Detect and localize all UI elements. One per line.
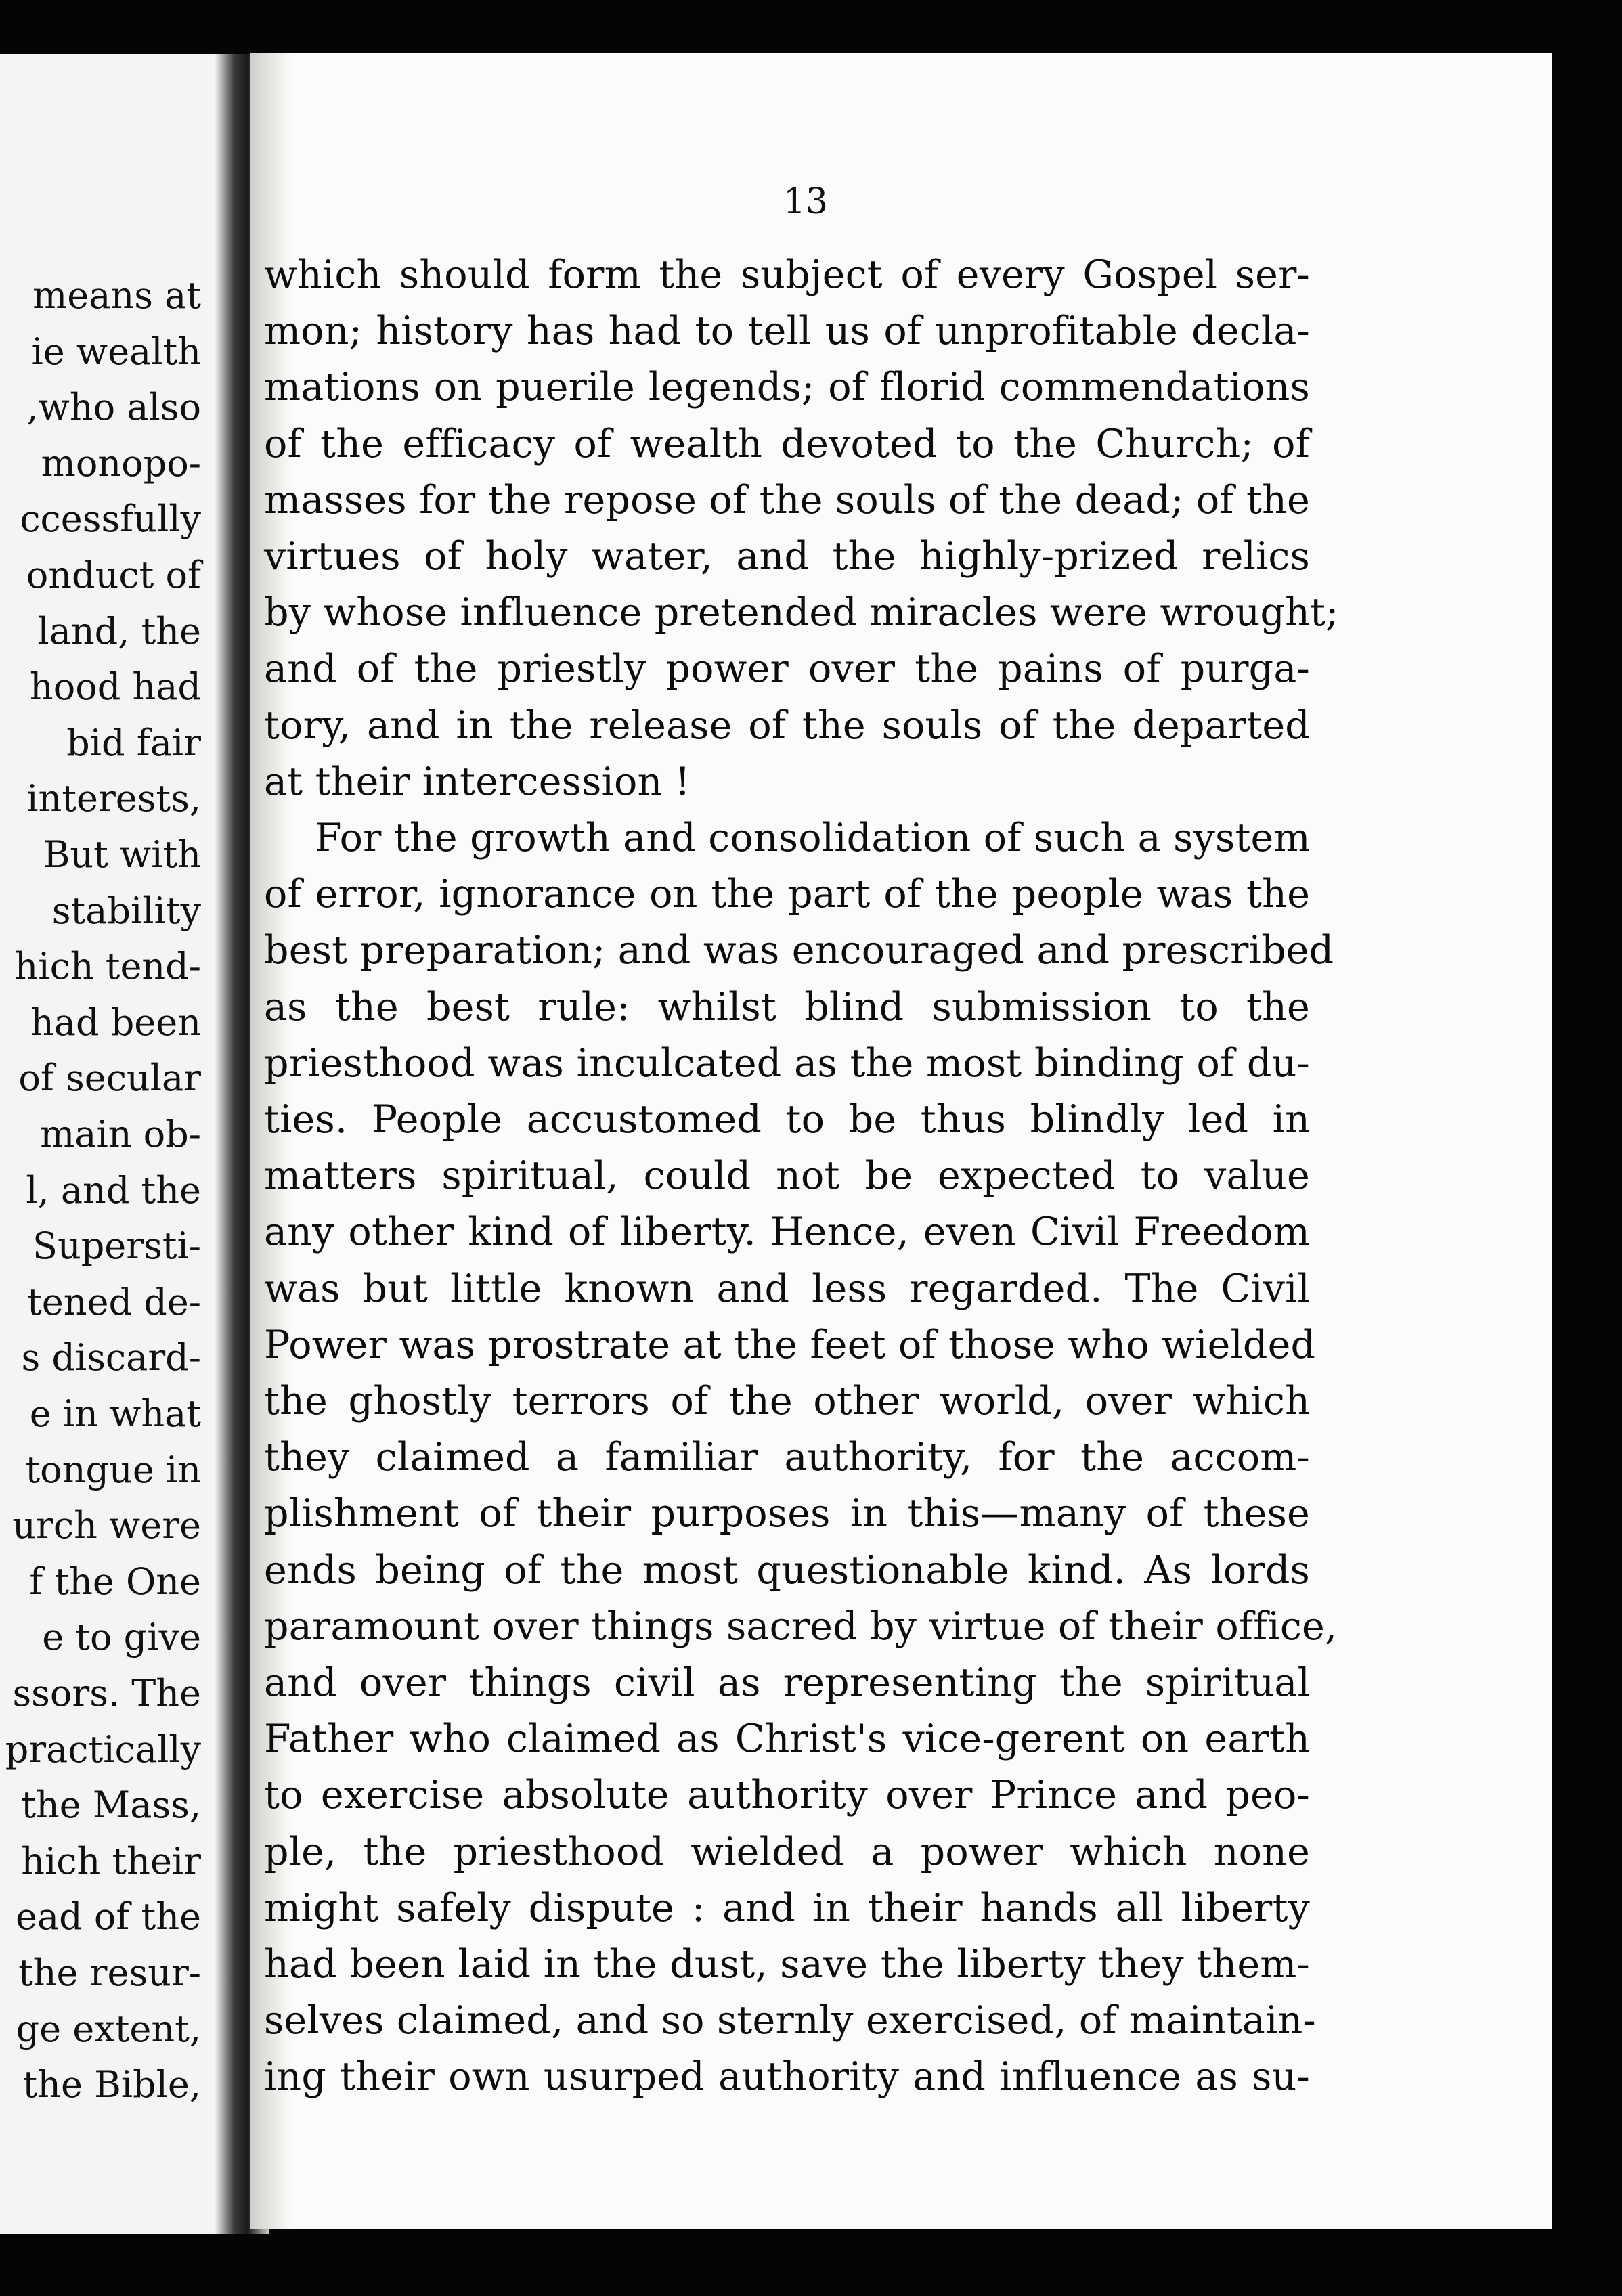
body-text-line: they claimed a familiar authority, for the accom- (264, 1435, 1310, 1480)
left-page-line: the Mass, (21, 1784, 201, 1827)
left-page-line: s discard- (21, 1336, 201, 1379)
body-text-line: masses for the repose of the souls of the dead; of the (264, 477, 1310, 523)
body-text-line: ing their own usurped authority and influence as su- (264, 2054, 1310, 2100)
body-text-line: mon; history has had to tell us of unprofitable decla- (264, 309, 1310, 354)
left-page-line: main ob- (40, 1113, 201, 1155)
body-text-line: at their intercession ! (264, 759, 691, 804)
left-page-line: ssors. The (12, 1672, 201, 1715)
left-page-line: of secular (18, 1057, 201, 1100)
body-text-line: tory, and in the release of the souls of the departed (264, 703, 1310, 748)
left-page-line: hood had (29, 665, 201, 709)
left-page-line: hich tend- (14, 945, 201, 988)
body-text-line: mations on puerile legends; of florid commendations (264, 365, 1310, 410)
left-page-line: stability (51, 889, 201, 932)
left-page-line: But with (43, 833, 201, 876)
left-page-line: ccessfully (20, 498, 201, 541)
body-text-line: matters spiritual, could not be expected to value (264, 1153, 1310, 1199)
left-page-line: means at (32, 274, 201, 317)
left-page-line: monopo- (41, 441, 201, 485)
left-page-line: bid fair (66, 721, 201, 764)
body-text-line: ties. People accustomed to be thus blindly led in (264, 1097, 1310, 1142)
left-page-line: practically (5, 1727, 201, 1771)
left-page-line: the Bible, (22, 2063, 201, 2106)
page-number: 13 (783, 181, 829, 222)
body-text-line: any other kind of liberty. Hence, even Civil Freedom (264, 1210, 1310, 1255)
body-text-line: selves claimed, and so sternly exercised, of maintain- (264, 1998, 1316, 2044)
body-text-line: the ghostly terrors of the other world, over which (264, 1379, 1310, 1423)
body-text-line: which should form the subject of every Gospel ser- (264, 252, 1310, 297)
left-page-fragment (0, 54, 234, 2234)
left-page-line: interests, (26, 777, 201, 820)
left-page-line: e to give (42, 1616, 201, 1659)
left-page-line: ie wealth (31, 330, 201, 373)
body-text-line: and of the priestly power over the pains of purga- (264, 646, 1310, 692)
left-page-line: ,who also (26, 386, 201, 429)
body-text-line: had been laid in the dust, save the liberty they them- (264, 1942, 1310, 1987)
body-text-line: For the growth and consolidation of such a system (315, 816, 1311, 860)
left-page-line: tongue in (25, 1448, 201, 1491)
left-page-line: ge extent, (16, 2007, 201, 2050)
left-page-line: land, the (37, 609, 201, 653)
body-text-line: ends being of the most questionable kind. As lords (264, 1547, 1310, 1593)
left-page-line: e in what (29, 1392, 201, 1435)
body-text-line: by whose influence pretended miracles were wrought; (264, 590, 1339, 636)
left-page-line: l, and the (26, 1168, 201, 1212)
body-text-line: as the best rule: whilst blind submission to the (264, 984, 1310, 1030)
left-page-line: onduct of (26, 554, 201, 596)
left-page-line: urch were (12, 1504, 201, 1547)
body-text-line: of the efficacy of wealth devoted to the Church; of (264, 421, 1310, 466)
right-page (250, 53, 1552, 2229)
body-text-line: Father who claimed as Christ's vice-gerent on earth (264, 1717, 1310, 1762)
left-page-line: had been (30, 1000, 201, 1044)
body-text-line: plishment of their purposes in this—many of these (264, 1491, 1310, 1537)
body-text-line: was but little known and less regarded. The Civil (264, 1266, 1310, 1311)
body-text-line: ple, the priesthood wielded a power which none (264, 1829, 1310, 1874)
left-page-line: tened de- (27, 1280, 201, 1323)
left-page-line: ead of the (16, 1895, 201, 1939)
body-text-line: to exercise absolute authority over Prince and peo- (264, 1773, 1310, 1818)
body-text-line: of error, ignorance on the part of the people was the (264, 872, 1310, 917)
body-text-line: virtues of holy water, and the highly-prized relics (264, 534, 1310, 579)
body-text-line: Power was prostrate at the feet of those who wielded (264, 1322, 1316, 1367)
left-page-line: f the One (29, 1560, 201, 1603)
body-text-line: priesthood was inculcated as the most binding of du- (264, 1040, 1310, 1086)
left-page-line: Supersti- (32, 1224, 201, 1268)
body-text-line: and over things civil as representing the spiritual (264, 1660, 1310, 1705)
left-page-line: the resur- (18, 1951, 201, 1994)
body-text-line: might safely dispute : and in their hands all liberty (264, 1885, 1310, 1930)
body-text-line: best preparation; and was encouraged and prescribed (264, 928, 1334, 973)
left-page-line: hich their (21, 1839, 201, 1882)
body-text-line: paramount over things sacred by virtue of their office, (264, 1604, 1338, 1649)
